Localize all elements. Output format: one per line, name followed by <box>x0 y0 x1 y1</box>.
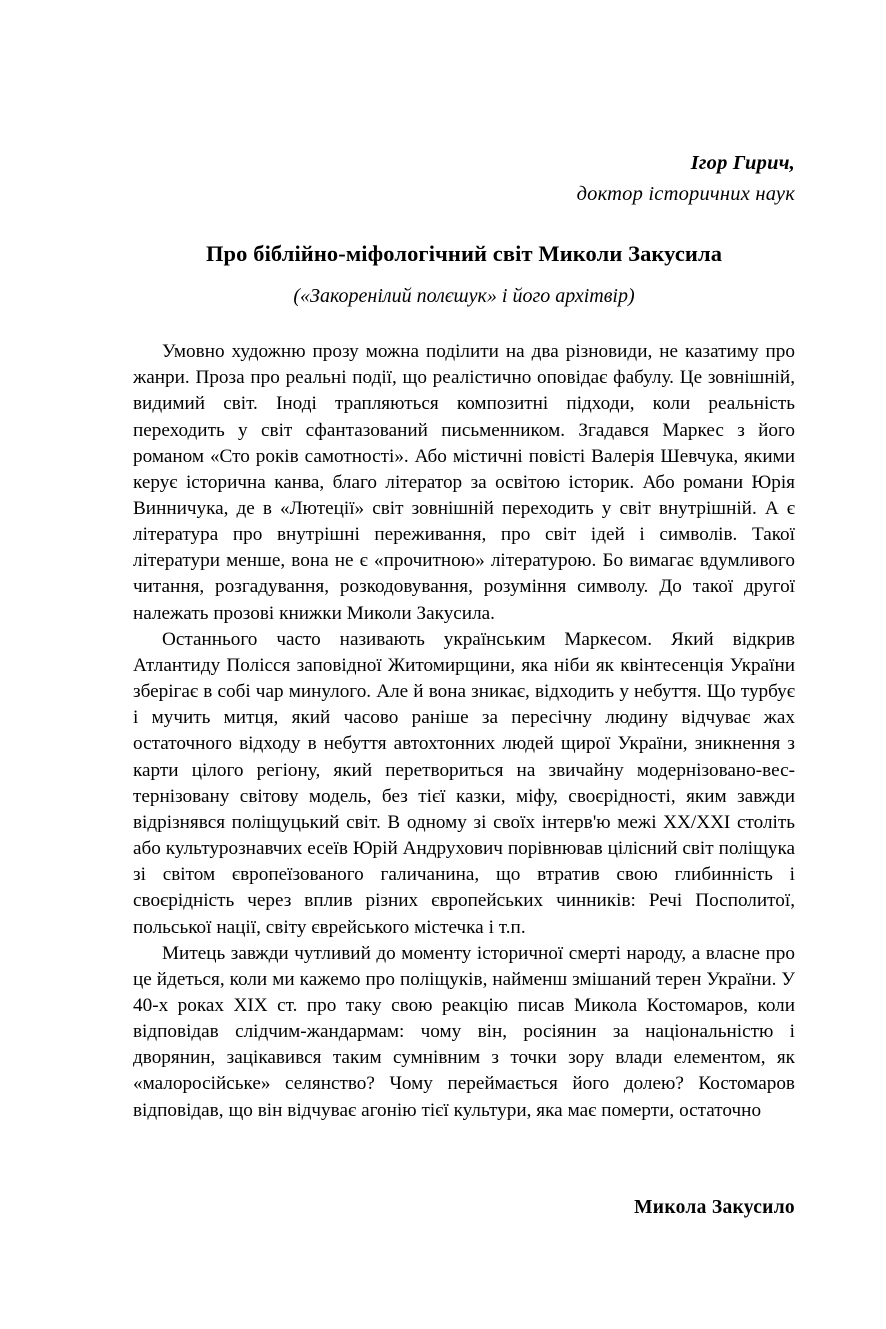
body-paragraph: Останнього часто називають українським Маркесом. Який відкрив Атлантиду Полісся заповідної Житомирщини, яка ніби як квінтесенція України зберігає в собі чар минулого. Але й вона зникає, відходить у небуття. Що турбує і мучить митця, який часово раніше за пересічну людину відчуває жах остаточного відходу в небуття автохтонних людей щирої України, зникнення з карти цілого регіону, який перетвориться на звичайну модернізовано-вестернізовану світову модель, без тієї казки, міфу, своєрідності, яким завжди відрізнявся поліщуцький світ. В одному зі своїх інтерв'ю межі XX/XXI століть або культурознавчих есеїв Юрій Андрухович порівнював цілісний світ поліщука зі світом європеїзованого галичанина, що втратив свою глибинність і своєрідність через вплив різних європейських чинників: Речі Посполитої, польської нації, світу єврейського містечка і т.п. <box>133 628 795 938</box>
body-paragraph: Митець завжди чутливий до моменту історичної смерті народу, а власне про це йдеться, коли ми кажемо про поліщуків, найменш змішаний терен України. У 40-х роках XIX ст. про таку свою реакцію писав Микола Костомаров, коли відповідав слідчим-жандармам: чому він, росіянин за національністю і дворянин, зацікавився таким сумнівним з точки зору влади елементом, як «малоросійське» селянство? Чому переймається його долею? Костомаров відповідав, що він відчуває агонію тієї культури, яка має померти, остаточно <box>133 942 795 1121</box>
running-title-footer: Микола Закусило <box>634 1197 795 1218</box>
author-name: Ігор Гирич, <box>690 152 795 174</box>
article-subtitle: («Закоренілий полєшук» і його архітвір) <box>293 285 635 308</box>
article-body <box>133 339 795 1124</box>
page-content-column <box>133 0 795 1124</box>
author-block <box>133 148 795 210</box>
body-paragraph: Умовно художню прозу можна поділити на два різновиди, не казатиму про жанри. Проза про реальні події, що реалістично оповідає фабулу. Це зовнішній, видимий світ. Іноді трапляються композитні підходи, коли реальність переходить у світ сфантазований письменником. Згадався Маркес з його романом «Сто років самотності». Або містичні повісті Валерія Шевчука, якими керує історична канва, благо літератор за освітою історик. Або романи Юрія Винничука, де в «Лютеції» світ зовнішній переходить у світ внутрішній. А є література про внутрішні переживання, про світ ідей і символів. Такої літератури менше, вона не є «прочитною» літературою. Бо вимагає вдумливого читання, розгадування, розкодовування, розуміння символу. До такої другої належать прозові книжки Миколи Закусила. <box>133 341 795 624</box>
article-title: Про біблійно-міфологічний світ Миколи Закусила <box>205 241 723 266</box>
author-degree: доктор історичних наук <box>576 183 795 205</box>
